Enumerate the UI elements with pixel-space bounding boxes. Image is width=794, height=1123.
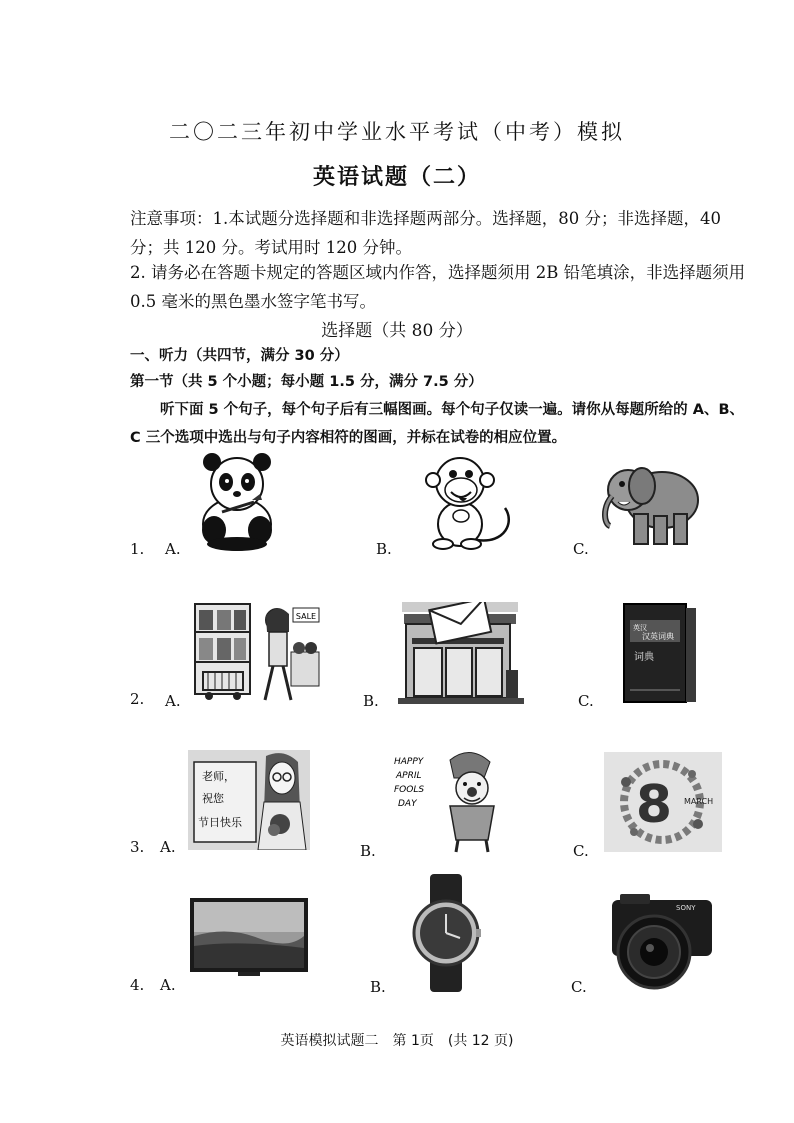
option-label: A. [165, 540, 181, 558]
womens-day-image [604, 752, 722, 852]
monkey-image [415, 452, 525, 552]
dictionary-cover-line-2: 汉英词典 [642, 632, 674, 641]
option-label: A. [160, 838, 176, 856]
card-line-3: 节日快乐 [198, 816, 242, 829]
notes-line-2: 2. 请务必在答题卡规定的答题区域内作答，选择题须用 2B 铅笔填涂，非选择题须用 0.5 毫米的黑色墨水签字笔书写。 [130, 263, 746, 311]
elephant-image [598, 452, 708, 552]
section-title: 选择题（共 80 分） [321, 321, 473, 341]
option-label: B. [370, 978, 386, 996]
fools-line-1: HAPPY [394, 757, 424, 767]
subpart-title: 第一节（共 5 个小题；每小题 1.5 分，满分 7.5 分） [130, 374, 483, 390]
instruction-text: 听下面 5 个句子，每个句子后有三幅图画。每个句子仅读一遍。请你从每题所给的 A、B、C 三个选项中选出与句子内容相符的图画，并标在试卷的相应位置。 [130, 402, 745, 446]
option-label: B. [363, 692, 379, 710]
march-number: 8 [635, 775, 673, 835]
dictionary-image [620, 600, 700, 706]
camera-brand: SONY [676, 904, 696, 912]
camera-image [604, 890, 722, 990]
question-number: 1. [130, 540, 145, 558]
part-title: 一、听力（共四节，满分 30 分） [130, 348, 349, 364]
april-fools-image [392, 748, 512, 856]
notes-line-1: 注意事项：1.本试题分选择题和非选择题两部分。选择题，80 分；非选择题，40 分；共 120 分。考试用时 120 分钟。 [130, 209, 721, 257]
fools-line-3: FOOLS [394, 785, 425, 795]
dictionary-side-text: 词典 [634, 652, 654, 663]
panda-image [192, 452, 282, 552]
exam-title: 二〇二三年初中学业水平考试（中考）模拟 [169, 120, 625, 144]
fools-line-2: APRIL [396, 771, 422, 781]
supermarket-image [193, 602, 323, 706]
fools-line-4: DAY [398, 799, 417, 809]
option-label: C. [571, 978, 587, 996]
question-number: 4. [130, 976, 145, 994]
watch-image [410, 874, 482, 992]
teachers-day-card-image [188, 750, 310, 850]
option-label: C. [573, 842, 589, 860]
card-line-2: 祝您 [202, 792, 224, 805]
page-footer: 英语模拟试题二 第 1页 (共 12 页) [280, 1033, 514, 1049]
post-office-image [398, 602, 524, 706]
option-label: A. [160, 976, 176, 994]
option-label: A. [165, 692, 181, 710]
question-number: 3. [130, 838, 145, 856]
question-number: 2. [130, 690, 145, 708]
option-label: B. [360, 842, 376, 860]
dictionary-cover-line-1: 英汉 [633, 624, 647, 632]
march-word: MARCH [684, 797, 714, 806]
option-label: C. [573, 540, 589, 558]
sale-sign: SALE [295, 612, 317, 621]
exam-subtitle: 英语试题（二） [312, 164, 481, 190]
television-image [188, 896, 310, 980]
option-label: B. [376, 540, 392, 558]
card-line-1: 老师， [202, 770, 235, 783]
option-label: C. [578, 692, 594, 710]
